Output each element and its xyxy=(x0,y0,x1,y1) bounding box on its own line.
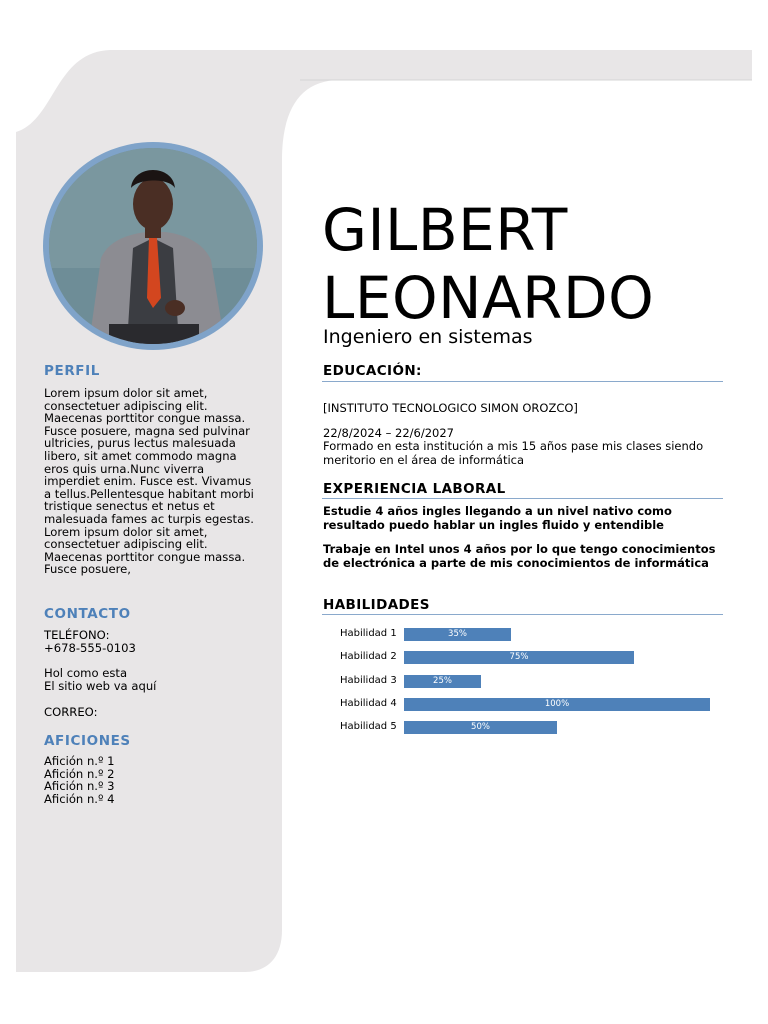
skill-label: Habilidad 1 xyxy=(340,628,397,639)
full-name xyxy=(322,196,654,332)
education-desc-1: Formado en esta institución a mis 15 años pase mis clases siendo xyxy=(323,439,704,453)
contacto-heading: CONTACTO xyxy=(44,606,131,622)
skill-bar: 50% xyxy=(404,721,557,734)
skill-bar: 100% xyxy=(404,698,710,711)
education-desc-2: meritorio en el área de informática xyxy=(323,453,525,467)
perfil-line: consectetuer adipiscing elit. xyxy=(44,537,208,552)
web-line-2: El sitio web va aquí xyxy=(44,679,157,693)
experience-p1-line-1: Estudie 4 años ingles llegando a un nivel nativo como xyxy=(323,504,672,518)
education-heading: EDUCACIÓN: xyxy=(323,363,422,379)
job-title: Ingeniero en sistemas xyxy=(323,326,533,348)
phone-value: +678-555-0103 xyxy=(44,641,136,655)
email-label: CORREO: xyxy=(44,705,98,719)
experience-heading: EXPERIENCIA LABORAL xyxy=(323,481,506,497)
hobby-item: Afición n.º 1 xyxy=(44,754,115,768)
experience-p2-line-2: de electrónica a parte de mis conocimientos de informática xyxy=(323,556,709,570)
web-line-1: Hol como esta xyxy=(44,666,128,680)
perfil-text xyxy=(44,387,264,576)
skill-label: Habilidad 4 xyxy=(340,698,397,709)
name-line-1: GILBERT xyxy=(322,196,568,264)
profile-photo xyxy=(49,148,257,344)
experience-p1-line-2: resultado puedo hablar un ingles fluido y entendible xyxy=(323,518,664,532)
perfil-line: Maecenas porttitor congue massa. xyxy=(44,411,246,426)
perfil-line: eros quis urna.Nunc viverra xyxy=(44,461,205,476)
perfil-line: Maecenas porttitor congue massa. xyxy=(44,549,246,564)
experience-divider xyxy=(322,498,723,499)
skill-label: Habilidad 5 xyxy=(340,721,397,732)
hobby-item: Afición n.º 2 xyxy=(44,766,115,781)
education-institution: [INSTITUTO TECNOLOGICO SIMON OROZCO] xyxy=(323,401,578,415)
hobby-item: Afición n.º 3 xyxy=(44,779,115,794)
phone-label: TELÉFONO: xyxy=(44,628,110,642)
education-dates: 22/8/2024 – 22/6/2027 xyxy=(323,426,454,440)
perfil-heading: PERFIL xyxy=(44,363,100,379)
perfil-line: Lorem ipsum dolor sit amet, xyxy=(44,386,208,400)
hobby-list xyxy=(44,755,264,805)
skill-label: Habilidad 3 xyxy=(340,675,397,686)
perfil-line: a tellus.Pellentesque habitant morbi xyxy=(44,486,254,501)
skill-bar: 25% xyxy=(404,675,481,688)
perfil-line: libero, sit amet commodo magna xyxy=(44,448,237,463)
skill-bar: 75% xyxy=(404,651,634,664)
perfil-line: Fusce posuere, xyxy=(44,562,131,577)
skills-divider xyxy=(322,614,723,615)
skill-label: Habilidad 2 xyxy=(340,651,397,662)
hobby-item: Afición n.º 4 xyxy=(44,791,115,806)
perfil-line: consectetuer adipiscing elit. xyxy=(44,398,208,413)
name-line-2: LEONARDO xyxy=(322,264,655,332)
skills-heading: HABILIDADES xyxy=(323,597,430,613)
perfil-line: Lorem ipsum dolor sit amet, xyxy=(44,524,208,539)
perfil-line: ultricies, purus lectus malesuada xyxy=(44,436,236,451)
education-divider xyxy=(322,381,723,382)
perfil-line: imperdiet enim. Fusce est. Vivamus xyxy=(44,474,252,489)
skill-bar: 35% xyxy=(404,628,511,641)
experience-p2-line-1: Trabaje en Intel unos 4 años por lo que tengo conocimientos xyxy=(323,542,716,556)
perfil-line: tristique senectus et netus et xyxy=(44,499,215,514)
perfil-line: malesuada fames ac turpis egestas. xyxy=(44,511,254,526)
aficiones-heading: AFICIONES xyxy=(44,733,131,749)
perfil-line: Fusce posuere, magna sed pulvinar xyxy=(44,423,250,438)
